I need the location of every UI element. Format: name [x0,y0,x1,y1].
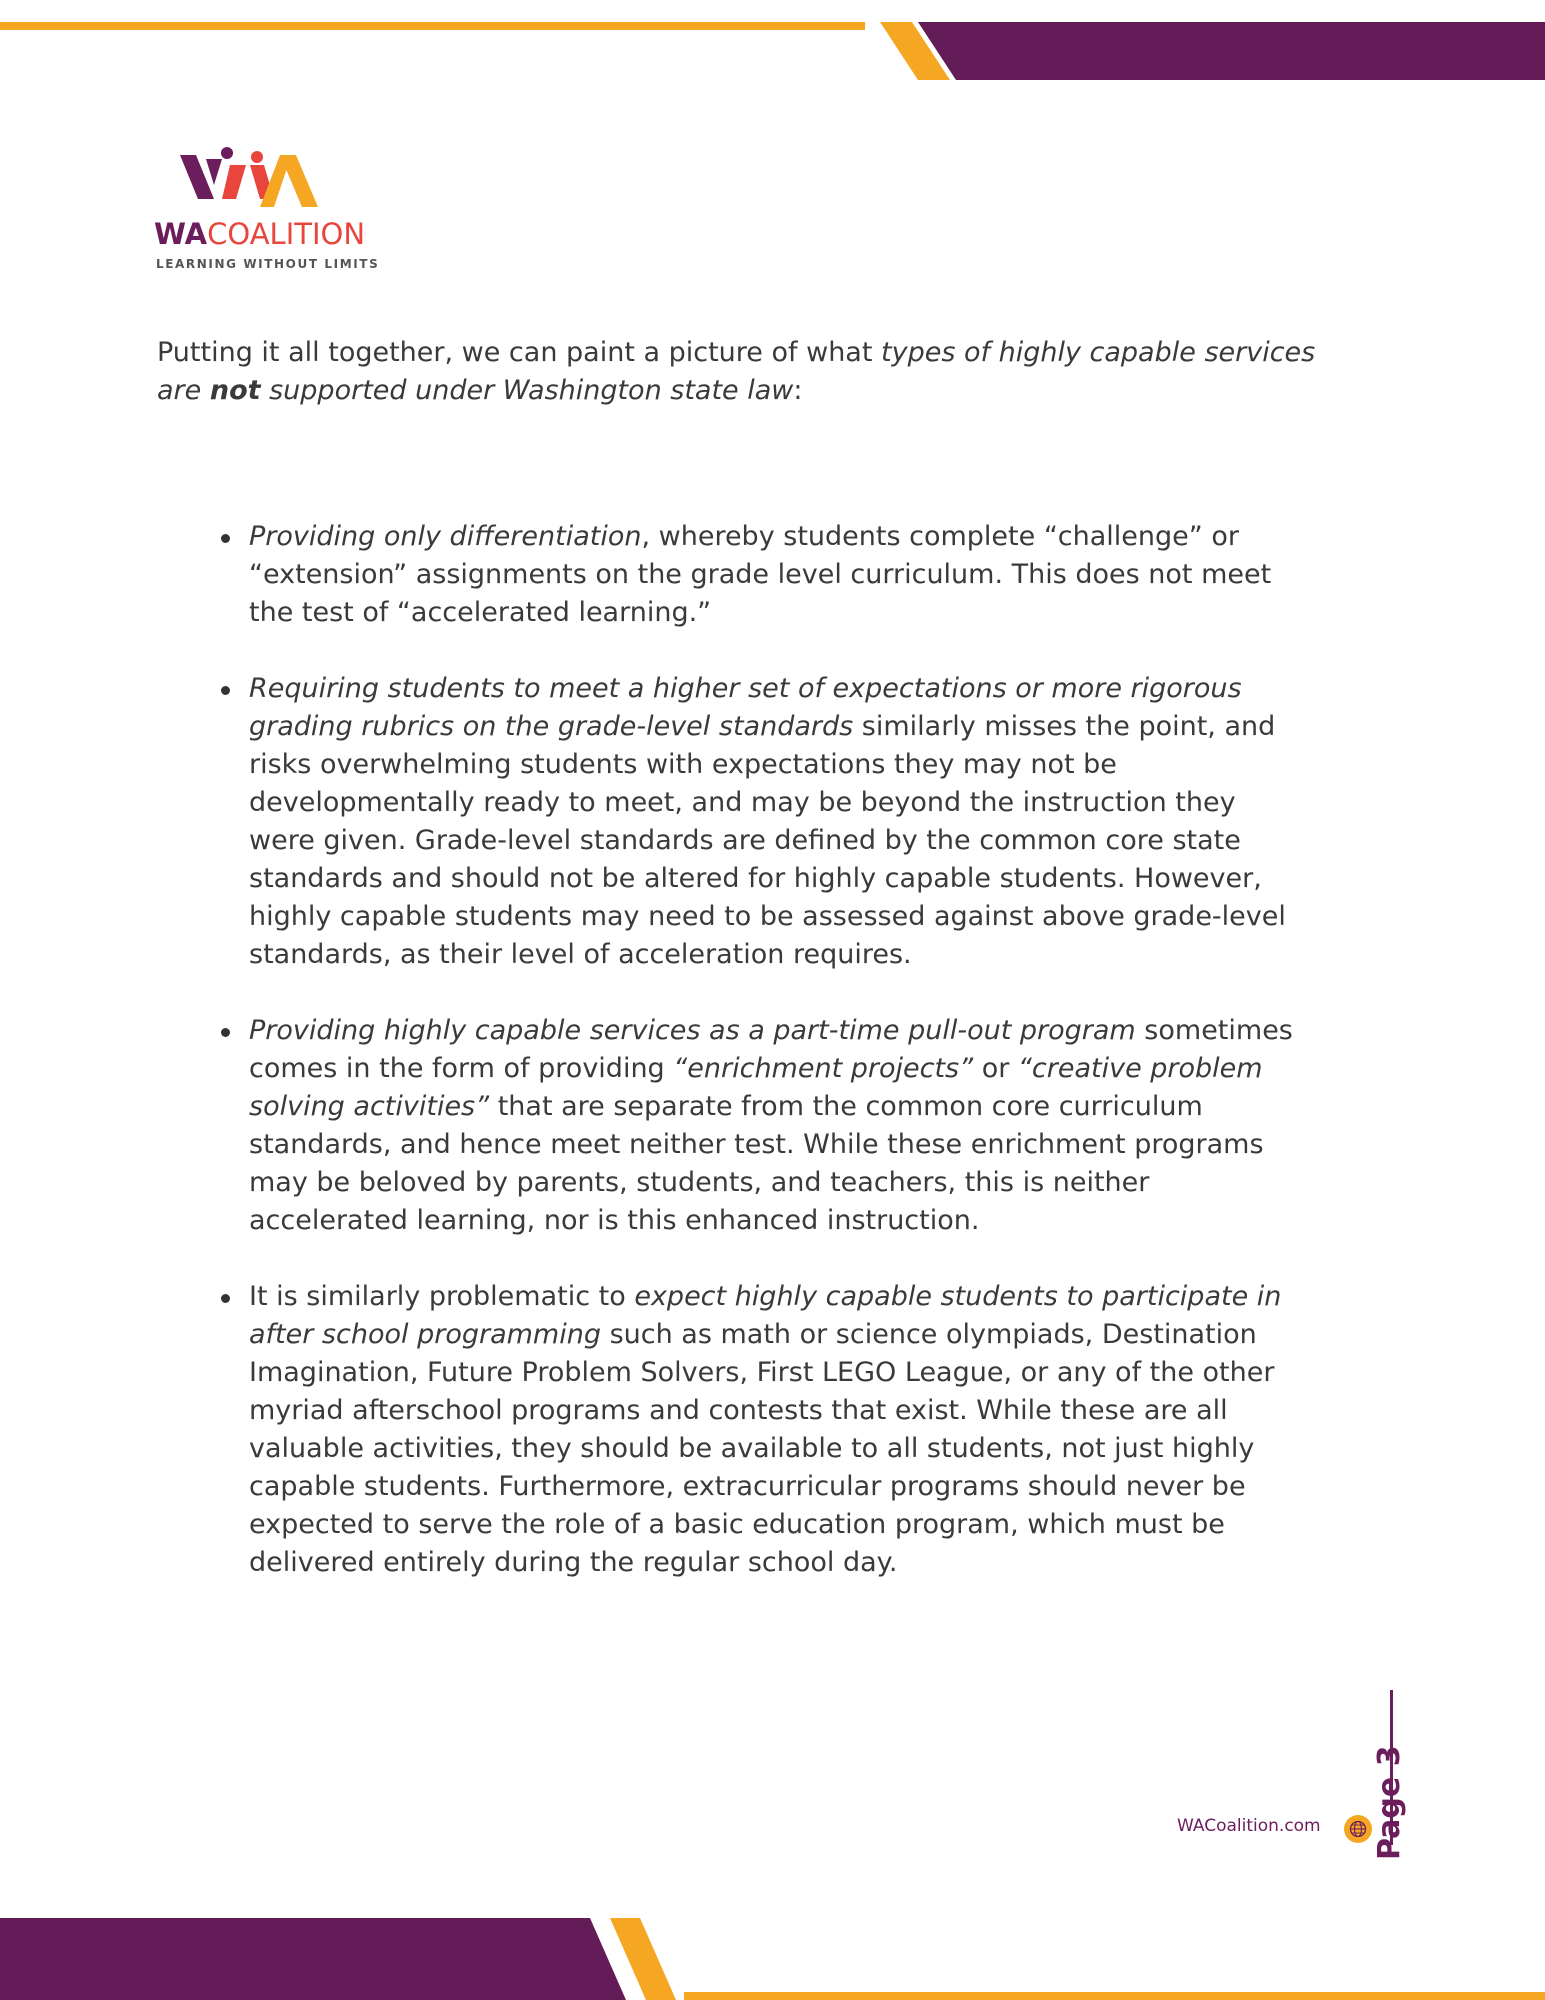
list-item: Requiring students to meet a higher set of expectations or more rigorous grading rubrics on the grade-level standards similarly misses the point, and risks overwhelming students with expectations they may not be developmentally ready to meet, and may be beyond the instruction they were given. Grade-level standards are defined by the common core state standards and should not be altered for highly capable students. However, highly capable students may need to be assessed against above grade-level standards, as their level of acceleration requires. [249,670,1309,974]
logo-mark [150,145,350,215]
bullet-list [249,518,1309,1620]
intro-paragraph: Putting it all together, we can paint a picture of what types of highly capable services are not supported under Washington state law: [157,337,1316,406]
list-item: Providing highly capable services as a part-time pull-out program sometimes comes in the form of providing “enrichment projects” or “creative problem solving activities” that are separate from the common core curriculum standards, and hence meet neither test. While these enrichment programs may be beloved by parents, students, and teachers, this is neither accelerated learning, nor is this enhanced instruction. [249,1012,1309,1240]
logo [150,145,380,275]
page-number: Page 3 [1372,1745,1407,1860]
globe-icon [1344,1815,1372,1843]
logo-wordmark: WACOALITION [154,217,366,251]
list-item: Providing only differentiation, whereby students complete “challenge” or “extension” assignments on the grade level curriculum. This does not meet the test of “accelerated learning.” [249,518,1309,632]
logo-tagline: LEARNING WITHOUT LIMITS [156,257,380,271]
list-item: It is similarly problematic to expect highly capable students to participate in after school programming such as math or science olympiads, Destination Imagination, Future Problem Solvers, First LEGO League, or any of the other myriad afterschool programs and contests that exist. While these are all valuable activities, they should be available to all students, not just highly capable students. Furthermore, extracurricular programs should never be expected to serve the role of a basic education program, which must be delivered entirely during the regular school day. [249,1278,1309,1582]
header-decoration [0,0,1545,90]
footer-decoration [0,1900,1545,2000]
footer-website-link[interactable]: WACoalition.com [1177,1816,1321,1836]
